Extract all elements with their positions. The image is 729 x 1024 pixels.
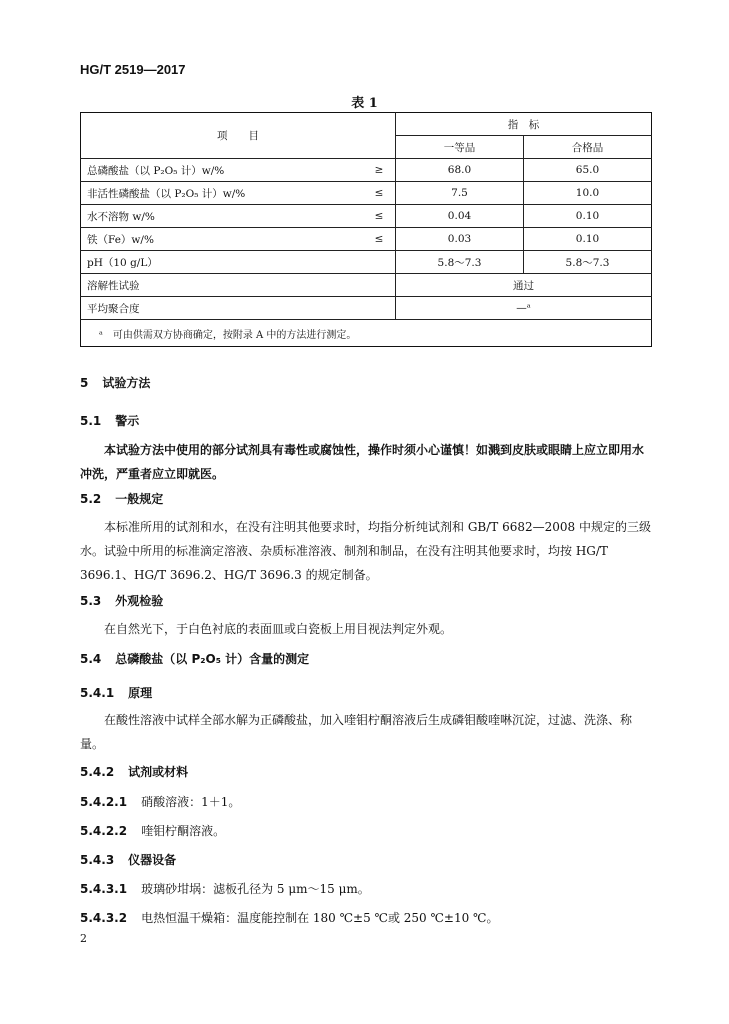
header-grade1: 一等品 bbox=[396, 136, 524, 159]
section-5-3-text: 在自然光下，于白色衬底的表面皿或白瓷板上用目视法判定外观。 bbox=[104, 622, 453, 636]
row-symbol: ≤ bbox=[363, 182, 396, 205]
row-merged-value: —ᵃ bbox=[396, 297, 652, 320]
row-item: pH（10 g/L） bbox=[81, 251, 396, 274]
row-grade2: 0.10 bbox=[524, 205, 652, 228]
row-grade2: 65.0 bbox=[524, 159, 652, 182]
row-grade1: 0.03 bbox=[396, 228, 524, 251]
section-5-1-text: 本试验方法中使用的部分试剂具有毒性或腐蚀性，操作时须小心谨慎！如溅到皮肤或眼睛上应立即用水冲洗，严重者应立即就医。 bbox=[80, 443, 645, 481]
row-grade1: 5.8～7.3 bbox=[396, 251, 524, 274]
header-grade2: 合格品 bbox=[524, 136, 652, 159]
row-symbol: ≥ bbox=[363, 159, 396, 182]
row-item: 溶解性试验 bbox=[81, 274, 396, 297]
row-item: 水不溶物 w/% bbox=[81, 205, 364, 228]
section-5-1-heading: 5.1 警示 bbox=[80, 414, 140, 428]
row-symbol: ≤ bbox=[363, 205, 396, 228]
section-5-4-2-1: 5.4.2.1 硝酸溶液：1＋1。 bbox=[80, 795, 241, 809]
section-5-4-1-heading: 5.4.1 原理 bbox=[80, 686, 153, 700]
row-item: 非活性磷酸盐（以 P₂O₅ 计）w/% bbox=[81, 182, 364, 205]
table-row bbox=[81, 159, 652, 182]
table-row bbox=[81, 228, 652, 251]
table-row bbox=[81, 205, 652, 228]
table-title: 表 1 bbox=[351, 96, 378, 111]
section-5-4-3-2: 5.4.3.2 电热恒温干燥箱：温度能控制在 180 ℃±5 ℃或 250 ℃±10 ℃。 bbox=[80, 911, 499, 925]
header-item: 项 目 bbox=[81, 113, 396, 159]
row-grade1: 7.5 bbox=[396, 182, 524, 205]
row-symbol: ≤ bbox=[363, 228, 396, 251]
table-footnote: ᵃ 可由供需双方协商确定，按附录 A 中的方法进行测定。 bbox=[81, 320, 652, 347]
table-row bbox=[81, 297, 652, 320]
row-item: 总磷酸盐（以 P₂O₅ 计）w/% bbox=[81, 159, 364, 182]
standard-code: HG/T 2519—2017 bbox=[80, 62, 186, 77]
section-5-2-text: 本标准所用的试剂和水，在没有注明其他要求时，均指分析纯试剂和 GB/T 6682—2008 中规定的三级水。试验中所用的标准滴定溶液、杂质标准溶液、制剂和制品，在没有注明其他要求时，均按 HG/T 3696.1、HG/T 3696.2、HG/T 3696.3 的规定制备。 bbox=[80, 520, 651, 582]
table-row bbox=[81, 251, 652, 274]
section-5-4-3-heading: 5.4.3 仪器设备 bbox=[80, 853, 177, 867]
row-grade2: 10.0 bbox=[524, 182, 652, 205]
section-5-heading: 5 试验方法 bbox=[80, 376, 151, 390]
row-grade2: 0.10 bbox=[524, 228, 652, 251]
row-item: 铁（Fe）w/% bbox=[81, 228, 364, 251]
table-header-row bbox=[81, 113, 652, 136]
row-grade1: 68.0 bbox=[396, 159, 524, 182]
section-5-4-3-1: 5.4.3.1 玻璃砂坩埚：滤板孔径为 5 μm～15 μm。 bbox=[80, 882, 370, 896]
page-number: 2 bbox=[80, 932, 87, 945]
table-footnote-row bbox=[81, 320, 652, 347]
section-5-4-heading: 5.4 总磷酸盐（以 P₂O₅ 计）含量的测定 bbox=[80, 652, 310, 666]
row-item: 平均聚合度 bbox=[81, 297, 396, 320]
table-row bbox=[81, 274, 652, 297]
section-5-3-heading: 5.3 外观检验 bbox=[80, 594, 164, 608]
table-row bbox=[81, 182, 652, 205]
section-5-4-1-text: 在酸性溶液中试样全部水解为正磷酸盐，加入喹钼柠酮溶液后生成磷钼酸喹啉沉淀，过滤、洗涤、称量。 bbox=[80, 713, 633, 751]
section-5-4-2-heading: 5.4.2 试剂或材料 bbox=[80, 765, 189, 779]
header-index: 指 标 bbox=[396, 113, 652, 136]
spec-table bbox=[80, 112, 652, 347]
section-5-2-heading: 5.2 一般规定 bbox=[80, 492, 164, 506]
row-merged-value: 通过 bbox=[396, 274, 652, 297]
section-5-4-2-2: 5.4.2.2 喹钼柠酮溶液。 bbox=[80, 824, 226, 838]
row-grade2: 5.8～7.3 bbox=[524, 251, 652, 274]
row-grade1: 0.04 bbox=[396, 205, 524, 228]
